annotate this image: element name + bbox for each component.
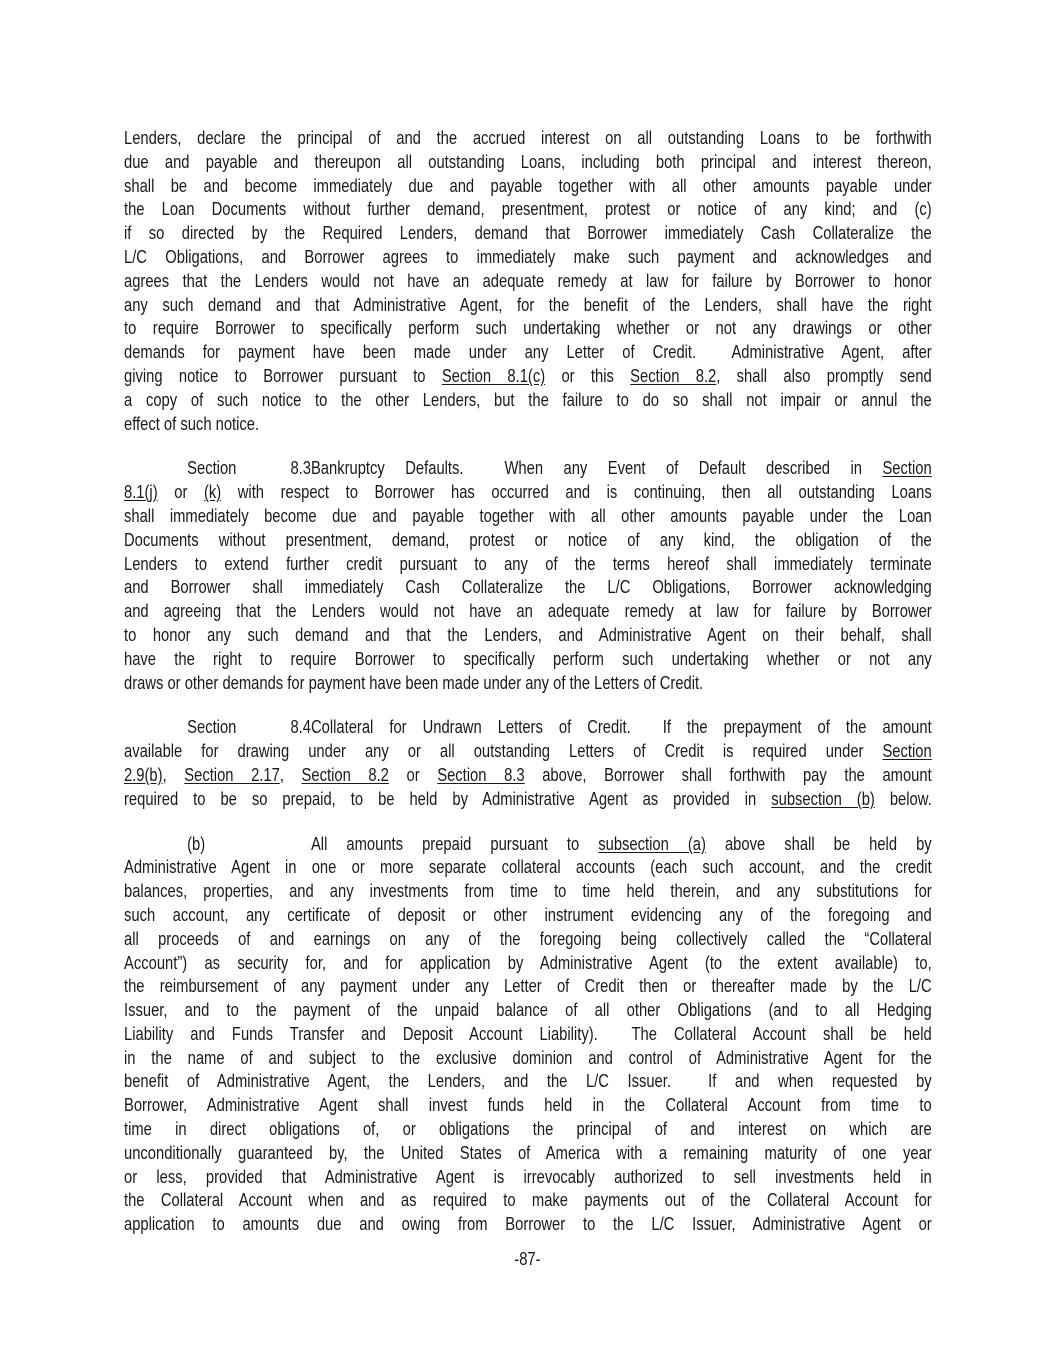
text-line	[124, 246, 932, 270]
paragraph	[124, 127, 932, 436]
text-line	[124, 1118, 932, 1142]
text-run: above shall be held by	[705, 833, 932, 854]
text-line	[124, 672, 932, 696]
text-run: agrees that the Lenders would not have an adequate remedy at law for failure by Borrower to honor	[124, 270, 932, 291]
section-heading: Bankruptcy Defaults.	[310, 458, 464, 479]
text-run: Account”) as security for, and for application by Administrative Agent (to the extent available) to,	[124, 952, 932, 973]
text-line	[124, 716, 932, 740]
text-run: the Loan Documents without further demand, presentment, protest or notice of any kind; and (c)	[124, 199, 932, 220]
text-run: due and payable and thereupon all outstanding Loans, including both principal and interest thereon,	[124, 151, 932, 172]
text-run: shall be and become immediately due and payable together with all other amounts payable under	[124, 175, 932, 196]
text-run: giving notice to Borrower pursuant to	[124, 365, 442, 386]
text-run: Documents without presentment, demand, protest or notice of any kind, the obligation of the	[124, 529, 932, 550]
cross-reference: subsection (a)	[598, 833, 706, 854]
section-paragraph	[124, 716, 932, 811]
text-run: above, Borrower shall forthwith pay the amount	[524, 764, 932, 785]
text-line	[124, 481, 932, 505]
text-line	[124, 389, 932, 413]
cross-reference: 8.1(j)	[124, 482, 158, 503]
text-line	[124, 1189, 932, 1213]
cross-reference: Section 2.17	[184, 764, 280, 785]
text-run: When any Event of Default described in	[463, 458, 883, 479]
text-run: any such demand and that Administrative Agent, for the benefit of the Lenders, shall have the right	[124, 294, 932, 315]
text-run: have the right to require Borrower to specifically perform such undertaking whether or not any	[124, 648, 932, 669]
cross-reference: Section 8.3	[437, 764, 525, 785]
text-line	[124, 952, 932, 976]
text-line	[124, 1213, 932, 1237]
text-run: ,	[279, 764, 302, 785]
text-run: such account, any certificate of deposit or other instrument evidencing any of the foregoing and	[124, 904, 932, 925]
text-run: balances, properties, and any investments from time to time held therein, and any substitutions for	[124, 881, 932, 902]
text-run: draws or other demands for payment have been made under any of the Letters of Credit.	[124, 672, 704, 693]
text-run: Lenders, declare the principal of and the accrued interest on all outstanding Loans to be forthwith	[124, 128, 932, 148]
text-line	[124, 1023, 932, 1047]
text-run: Administrative Agent in one or more separate collateral accounts (each such account, and the credit	[124, 857, 932, 878]
text-run: All amounts prepaid pursuant to	[310, 833, 599, 854]
text-run: If the prepayment of the amount	[630, 717, 932, 738]
text-run: all proceeds of and earnings on any of the foregoing being collectively called the “Collateral	[124, 928, 932, 949]
text-run: and Borrower shall immediately Cash Collateralize the L/C Obligations, Borrower acknowledging	[124, 577, 932, 598]
text-run: a copy of such notice to the other Lenders, but the failure to do so shall not impair or annul the	[124, 389, 932, 410]
text-run: to honor any such demand and that the Lenders, and Administrative Agent on their behalf, shall	[124, 624, 932, 645]
text-run: the reimbursement of any payment under any Letter of Credit then or thereafter made by the L/C	[124, 976, 932, 997]
text-run: below.	[874, 788, 932, 809]
text-line	[124, 1166, 932, 1190]
cross-reference: Section	[882, 741, 932, 762]
text-run: or	[388, 764, 438, 785]
text-line	[124, 999, 932, 1023]
text-run: with respect to Borrower has occurred and is continuing, then all outstanding Loans	[221, 482, 932, 503]
text-run: Liability and Funds Transfer and Deposit Account Liability). The Collateral Account shall be held	[124, 1023, 932, 1044]
text-run: benefit of Administrative Agent, the Lenders, and the L/C Issuer. If and when requested by	[124, 1071, 932, 1092]
text-line	[124, 151, 932, 175]
text-line	[124, 1094, 932, 1118]
text-line	[124, 294, 932, 318]
text-run: the Collateral Account when and as required to make payments out of the Collateral Account for	[124, 1190, 932, 1211]
text-run: shall immediately become due and payable together with all other amounts payable under the Loan	[124, 505, 932, 526]
text-line	[124, 505, 932, 529]
text-line	[124, 833, 932, 857]
section-paragraph	[124, 457, 932, 695]
text-line	[124, 975, 932, 999]
cross-reference: Section	[882, 458, 932, 479]
cross-reference: Section 8.1(c)	[441, 365, 546, 386]
text-line	[124, 880, 932, 904]
text-run: , shall also promptly send	[716, 365, 932, 386]
text-line	[124, 457, 932, 481]
text-run: unconditionally guaranteed by, the United States of America with a remaining maturity of one year	[124, 1142, 932, 1163]
text-line	[124, 788, 932, 812]
section-number: Section 8.3	[187, 458, 311, 479]
section-number: Section 8.4	[187, 717, 311, 738]
text-run: Lenders to extend further credit pursuant to any of the terms hereof shall immediately terminate	[124, 553, 932, 574]
cross-reference: subsection (b)	[771, 788, 875, 809]
text-run: to require Borrower to specifically perform such undertaking whether or not any drawings or other	[124, 318, 932, 339]
cross-reference: Section 8.2	[301, 764, 389, 785]
text-line	[124, 341, 932, 365]
document-body	[124, 127, 932, 1258]
page-number: -87-	[514, 1249, 541, 1269]
section-paragraph	[124, 833, 932, 1238]
text-line	[124, 624, 932, 648]
text-run: available for drawing under any or all outstanding Letters of Credit is required under	[124, 741, 883, 762]
section-heading: Collateral for Undrawn Letters of Credit.	[310, 717, 631, 738]
text-run: or less, provided that Administrative Agent is irrevocably authorized to sell investments held in	[124, 1166, 932, 1187]
text-run: effect of such notice.	[124, 413, 260, 434]
text-run: Borrower, Administrative Agent shall invest funds held in the Collateral Account from time to	[124, 1095, 932, 1116]
section-number: (b)	[187, 833, 206, 854]
text-line	[124, 1047, 932, 1071]
text-run: L/C Obligations, and Borrower agrees to immediately make such payment and acknowledges and	[124, 246, 932, 267]
text-line	[124, 529, 932, 553]
text-run: application to amounts due and owing from Borrower to the L/C Issuer, Administrative Agent or	[124, 1214, 932, 1235]
text-line	[124, 553, 932, 577]
text-line	[124, 928, 932, 952]
text-run: demands for payment have been made under any Letter of Credit. Administrative Agent, after	[124, 342, 932, 363]
text-line	[124, 175, 932, 199]
text-line	[124, 127, 932, 151]
text-line	[124, 764, 932, 788]
text-line	[124, 413, 932, 437]
text-run: if so directed by the Required Lenders, demand that Borrower immediately Cash Collateralize the	[124, 223, 932, 244]
text-line	[124, 740, 932, 764]
text-line	[124, 198, 932, 222]
text-line	[124, 1142, 932, 1166]
text-run: and agreeing that the Lenders would not have an adequate remedy at law for failure by Borrower	[124, 601, 932, 622]
text-line	[124, 222, 932, 246]
text-run: or this	[545, 365, 631, 386]
text-run: time in direct obligations of, or obligations the principal of and interest on which are	[124, 1119, 932, 1140]
text-line	[124, 317, 932, 341]
text-line	[124, 648, 932, 672]
text-run: required to be so prepaid, to be held by Administrative Agent as provided in	[124, 788, 772, 809]
text-line	[124, 856, 932, 880]
cross-reference: Section 8.2	[630, 365, 717, 386]
cross-reference: (k)	[203, 482, 222, 503]
text-line	[124, 365, 932, 389]
text-line	[124, 904, 932, 928]
text-run: or	[157, 482, 204, 503]
text-line	[124, 270, 932, 294]
text-run: Issuer, and to the payment of the unpaid balance of all other Obligations (and to all Hedging	[124, 1000, 932, 1021]
text-run: ,	[162, 764, 185, 785]
cross-reference: 2.9(b)	[124, 764, 163, 785]
text-line	[124, 600, 932, 624]
text-line	[124, 576, 932, 600]
text-line	[124, 1070, 932, 1094]
text-run: in the name of and subject to the exclusive dominion and control of Administrative Agent for the	[124, 1047, 932, 1068]
